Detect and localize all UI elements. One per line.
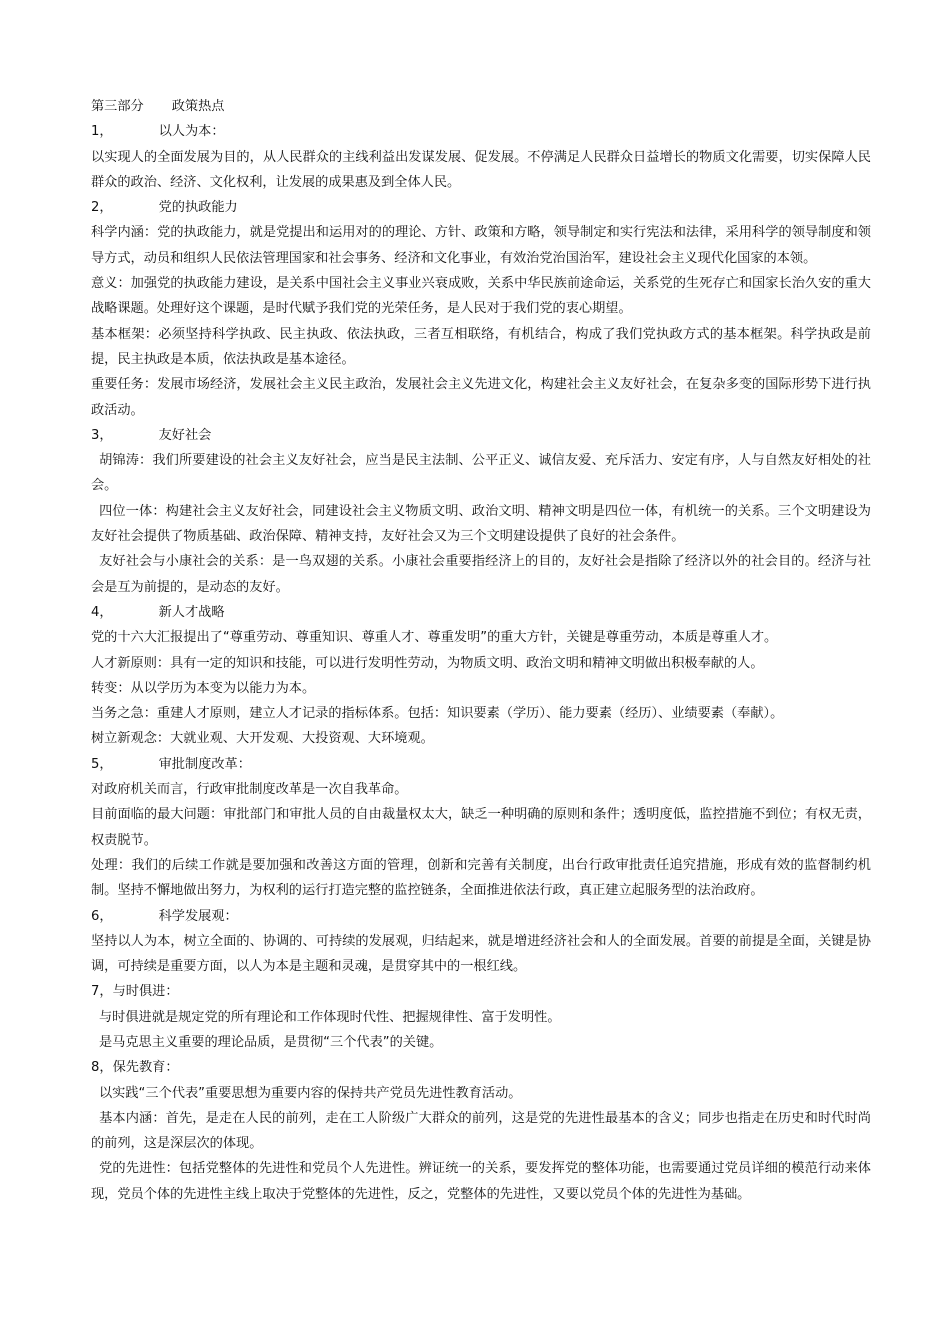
paragraph: 人才新原则：具有一定的知识和技能，可以进行发明性劳动，为物质文明、政治文明和精神文明做出积极奉献的人。	[91, 655, 764, 671]
paragraph-text: 以实践“三个代表”重要思想为重要内容的保持共产党员先进性教育活动。	[99, 1085, 522, 1101]
paragraph-text: 是马克思主义重要的理论品质，是贯彻“三个代表”的关键。	[99, 1034, 443, 1050]
paragraph: 转变：从以学历为本变为以能力为本。	[91, 680, 316, 696]
section-heading: 7，与时俱进：	[91, 984, 179, 1000]
section-number: 4，	[91, 604, 113, 620]
paragraph-text: 与时俱进就是规定党的所有理论和工作体现时代性、把握规律性、富于发明性。	[99, 1009, 561, 1025]
paragraph: 科学内涵：党的执政能力，就是党提出和运用对的的理论、方针、政策和方略，领导制定和实行宪法和法律，采用科学的领导制度和领导方式，动员和组织人民依法管理国家和社会事务、经济和文化事业，有效治党治国治军，建设社会主义现代化国家的本领。	[91, 225, 871, 266]
section-heading	[91, 904, 871, 929]
part-title-number: 第三部分	[91, 99, 144, 114]
paragraph: 意义：加强党的执政能力建设，是关系中国社会主义事业兴衰成败，关系中华民族前途命运，关系党的生死存亡和国家长治久安的重大战略课题。处理好这个课题，是时代赋予我们党的光荣任务，是人民对于我们党的衷心期望。	[91, 276, 871, 317]
paragraph	[91, 448, 871, 499]
paragraph: 处理：我们的后续工作就是要加强和改善这方面的管理，创新和完善有关制度，出台行政审批责任追究措施，形成有效的监督制约机制。坚持不懈地做出努力，为权利的运行打造完整的监控链条，全面推进依法行政，真正建立起服务型的法治政府。	[91, 857, 871, 899]
section-heading	[91, 119, 871, 144]
paragraph: 基本框架：必须坚持科学执政、民主执政、依法执政，三者互相联络，有机结合，构成了我们党执政方式的基本框架。科学执政是前提，民主执政是本质，依法执政是基本途径。	[91, 326, 871, 367]
paragraph-text: 基本内涵：首先，是走在人民的前列，走在工人阶级广大群众的前列，这是党的先进性最基本的含义；同步也指走在历史和时代时尚的前列，这是深层次的体现。	[91, 1110, 871, 1152]
section-number: 3，	[91, 427, 113, 443]
part-title	[91, 94, 871, 119]
paragraph-text: 党的先进性：包括党整体的先进性和党员个人先进性。辨证统一的关系，要发挥党的整体功能，也需要通过党员详细的模范行动来体现，党员个体的先进性主线上取决于党整体的先进性，反之，党整体的先进性，又要以党员个体的先进性为基础。	[91, 1161, 871, 1202]
paragraph: 树立新观念：大就业观、大开发观、大投资观、大环境观。	[91, 731, 434, 747]
section-number: 2，	[91, 200, 113, 216]
paragraph-text: 友好社会与小康社会的关系：是一鸟双翅的关系。小康社会重要指经济上的目的，友好社会是指除了经济以外的社会目的。经济与社会是互为前提的，是动态的友好。	[91, 554, 871, 595]
paragraph	[91, 1156, 871, 1207]
part-title-text: 政策热点	[171, 99, 225, 114]
section-title: 新人才战略	[158, 604, 225, 620]
section-title: 友好社会	[158, 427, 212, 443]
section-heading: 8，保先教育：	[91, 1060, 179, 1076]
paragraph-text: 四位一体：构建社会主义友好社会，同建设社会主义物质文明、政治文明、精神文明是四位一体，有机统一的关系。三个文明建设为友好社会提供了物质基础、政治保障、精神支持，友好社会又为三个文明建设提供了良好的社会条件。	[91, 503, 871, 545]
section-title: 审批制度改革：	[158, 756, 251, 772]
section-number: 5，	[91, 756, 113, 772]
section-heading	[91, 600, 871, 625]
document-page	[91, 94, 871, 1207]
paragraph: 对政府机关而言，行政审批制度改革是一次自我革命。	[91, 782, 408, 798]
section-heading	[91, 752, 871, 777]
section-number: 1，	[91, 124, 113, 140]
paragraph	[91, 549, 871, 600]
section-title: 科学发展观：	[158, 908, 238, 924]
paragraph: 目前面临的最大问题：审批部门和审批人员的自由裁量权太大，缺乏一种明确的原则和条件；透明度低，监控措施不到位；有权无责，权责脱节。	[91, 807, 871, 848]
paragraph: 当务之急：重建人才原则，建立人才记录的指标体系。包括：知识要素（学历）、能力要素（经历）、业绩要素（奉献）。	[91, 706, 784, 722]
section-number: 6，	[91, 908, 113, 924]
paragraph	[91, 499, 871, 550]
paragraph	[91, 1106, 871, 1157]
paragraph: 重要任务：发展市场经济，发展社会主义民主政治，发展社会主义先进文化，构建社会主义友好社会，在复杂多变的国际形势下进行执政活动。	[91, 377, 871, 418]
paragraph	[91, 1081, 871, 1106]
section-heading	[91, 423, 871, 448]
paragraph	[91, 1030, 871, 1055]
paragraph: 坚持以人为本，树立全面的、协调的、可持续的发展观，归结起来，就是增进经济社会和人的全面发展。首要的前提是全面，关键是协调，可持续是重要方面，以人为本是主题和灵魂，是贯穿其中的一根红线。	[91, 933, 871, 975]
paragraph-text: 胡锦涛：我们所要建设的社会主义友好社会，应当是民主法制、公平正义、诚信友爱、充斥活力、安定有序，人与自然友好相处的社会。	[91, 453, 871, 494]
section-title: 党的执政能力	[158, 200, 238, 216]
section-title: 以人为本：	[158, 124, 225, 140]
section-heading	[91, 195, 871, 220]
paragraph	[91, 1005, 871, 1030]
paragraph: 党的十六大汇报提出了“尊重劳动、尊重知识、尊重人才、尊重发明”的重大方针，关键是尊重劳动，本质是尊重人才。	[91, 630, 778, 646]
paragraph: 以实现人的全面发展为目的，从人民群众的主线利益出发谋发展、促发展。不停满足人民群众日益增长的物质文化需要，切实保障人民群众的政治、经济、文化权利，让发展的成果惠及到全体人民。	[91, 149, 871, 190]
